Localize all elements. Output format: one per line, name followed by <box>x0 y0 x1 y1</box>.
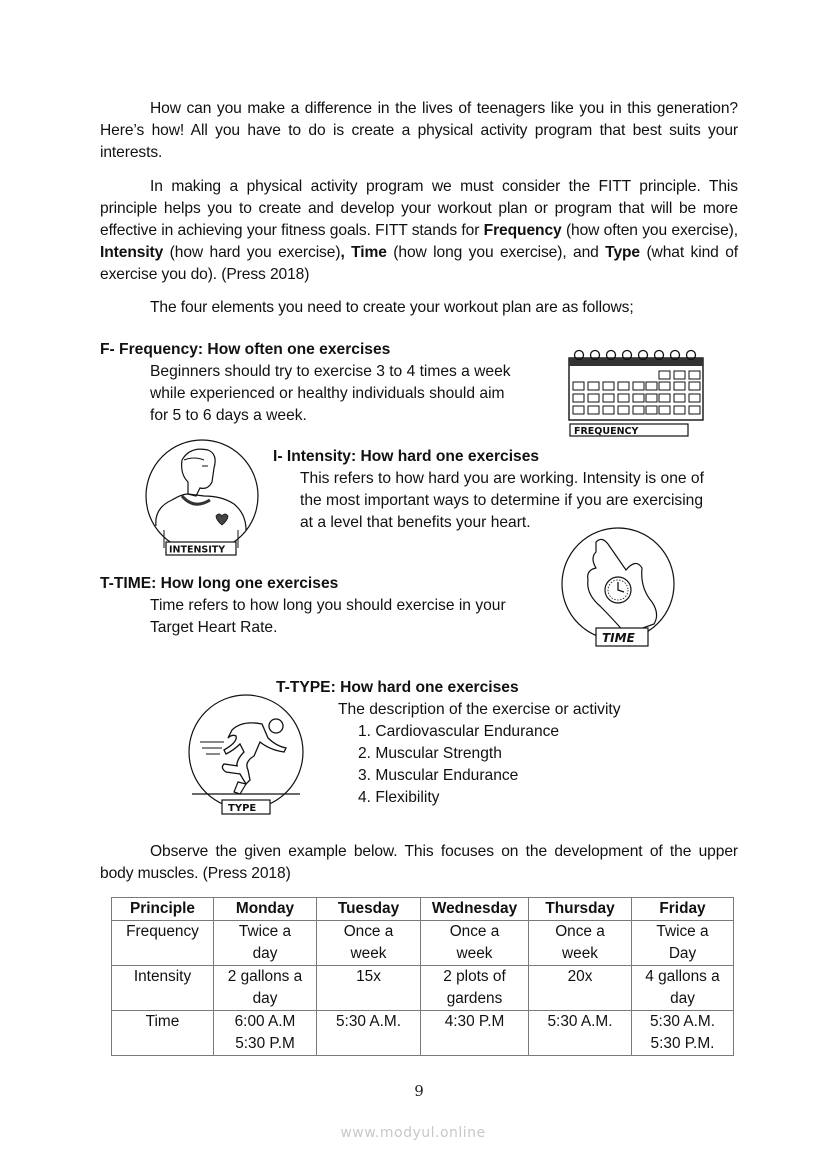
fitt-text: (what kind of exercise you do). (Press 2018) <box>100 244 739 283</box>
intensity-illustration-label: INTENSITY <box>169 544 226 556</box>
cell-text-line: week <box>456 945 493 962</box>
cell-text-line: Once a <box>343 923 394 940</box>
principle-cell: Time <box>112 1011 214 1056</box>
cell-text-line: 20x <box>567 968 593 985</box>
calendar-icon <box>565 344 710 439</box>
fitt-comma: , <box>340 244 345 261</box>
term-frequency: Frequency <box>483 222 562 239</box>
frequency-line: Beginners should try to exercise 3 to 4 times a week <box>150 363 511 380</box>
frequency-line: while experienced or healthy individuals should aim <box>150 385 505 402</box>
column-header: Principle <box>112 898 214 921</box>
frequency-line: for 5 to 6 days a week. <box>150 407 307 424</box>
column-header: Friday <box>632 898 734 921</box>
elements-intro-text: The four elements you need to create your workout plan are as follows; <box>150 299 634 316</box>
table-cell <box>529 921 632 966</box>
cell-text-line: week <box>350 945 387 962</box>
elements-intro-paragraph <box>100 297 738 319</box>
cell-text-line: day <box>670 990 695 1007</box>
cell-text-line: 5:30 A.M. <box>335 1013 402 1030</box>
intensity-line: at a level that benefits your heart. <box>300 514 531 531</box>
cell-text-line: 6:00 A.M <box>234 1013 296 1030</box>
fitt-text: (how long you exercise), and <box>386 244 606 261</box>
type-list-item: 2. Muscular Strength <box>358 745 502 762</box>
cell-text-line: 15x <box>356 968 381 985</box>
type-illustration-label: TYPE <box>228 803 257 814</box>
table-cell <box>421 921 529 966</box>
table-cell <box>529 966 632 1011</box>
type-list-item: 4. Flexibility <box>358 789 440 806</box>
intensity-line: the most important ways to determine if you are exercising <box>300 492 704 509</box>
cell-text-line: day <box>252 990 278 1007</box>
term-intensity: Intensity <box>100 244 164 261</box>
cell-text-line: 5:30 P.M. <box>650 1035 715 1052</box>
type-list-item: 3. Muscular Endurance <box>358 767 519 784</box>
fitt-example-table <box>111 897 734 1056</box>
type-line: The description of the exercise or activity <box>338 701 621 718</box>
principle-cell: Frequency <box>112 921 214 966</box>
term-type: Type <box>605 244 641 261</box>
fitt-text: (how hard you exercise) <box>163 244 341 261</box>
table-cell <box>214 921 317 966</box>
table-row <box>112 921 734 966</box>
cell-text-line: Once a <box>555 923 605 940</box>
table-cell <box>529 1011 632 1056</box>
cell-text-line: Twice a <box>238 923 292 940</box>
table-cell <box>632 921 734 966</box>
fitt-text: (how often you exercise), <box>561 222 738 239</box>
person-heart-icon <box>142 438 267 558</box>
type-heading: T-TYPE: How hard one exercises <box>276 679 519 696</box>
table-cell <box>632 1011 734 1056</box>
column-header: Monday <box>214 898 317 921</box>
cell-text-line: 5:30 P.M <box>235 1035 295 1052</box>
cell-text-line: Once a <box>449 923 500 940</box>
fitt-paragraph <box>100 176 738 286</box>
cell-text-line: 5:30 A.M. <box>547 1013 613 1030</box>
term-time: Time <box>351 244 387 261</box>
cell-text-line: week <box>562 945 598 962</box>
intro-paragraph <box>100 98 738 164</box>
fitt-text: In making a physical activity program we must consider the FITT principle. This principle helps you to create and develop your workout plan or program that will be more effective in achieving your fitness goals. FITT stands for <box>100 178 738 239</box>
time-line: Target Heart Rate. <box>150 619 278 636</box>
example-intro-text: Observe the given example below. This focuses on the development of the upper body muscles. (Press 2018) <box>100 843 738 882</box>
column-header: Wednesday <box>421 898 529 921</box>
cell-text-line: 4:30 P.M <box>444 1013 505 1030</box>
intro-text: How can you make a difference in the lives of teenagers like you in this generation? Here’s how! All you have to do is create a physical activity program that best suits your interests. <box>100 100 738 161</box>
time-illustration-label: TIME <box>602 631 635 645</box>
table-row <box>112 966 734 1011</box>
page-number: 9 <box>414 1082 424 1100</box>
column-header: Thursday <box>529 898 632 921</box>
table-cell <box>421 966 529 1011</box>
table-cell <box>632 966 734 1011</box>
cell-text-line: day <box>252 945 278 962</box>
table-cell <box>214 1011 317 1056</box>
running-person-icon <box>184 694 314 819</box>
column-header: Tuesday <box>317 898 421 921</box>
cell-text-line: 2 gallons a <box>227 968 303 985</box>
table-cell <box>317 921 421 966</box>
time-line: Time refers to how long you should exercise in your <box>150 597 506 614</box>
table-row <box>112 1011 734 1056</box>
cell-text-line: 2 plots of <box>443 968 506 985</box>
watermark: www.modyul.online <box>340 1125 486 1141</box>
frequency-heading: F- Frequency: How often one exercises <box>100 341 391 358</box>
time-heading: T-TIME: How long one exercises <box>100 575 339 592</box>
intensity-heading: I- Intensity: How hard one exercises <box>273 448 540 465</box>
table-header-row <box>112 898 734 921</box>
table-cell <box>214 966 317 1011</box>
hand-stopwatch-icon <box>556 528 686 653</box>
table-cell <box>317 1011 421 1056</box>
cell-text-line: Day <box>668 945 697 962</box>
cell-text-line: Twice a <box>656 923 709 940</box>
cell-text-line: gardens <box>446 990 503 1007</box>
principle-cell: Intensity <box>112 966 214 1011</box>
example-intro-paragraph <box>100 841 738 885</box>
cell-text-line: 5:30 A.M. <box>649 1013 716 1030</box>
table-cell <box>317 966 421 1011</box>
intensity-line: This refers to how hard you are working. Intensity is one of <box>300 470 704 487</box>
cell-text-line: 4 gallons a <box>645 968 720 985</box>
frequency-illustration-label: FREQUENCY <box>574 426 639 437</box>
type-list-item: 1. Cardiovascular Endurance <box>358 723 560 740</box>
table-cell <box>421 1011 529 1056</box>
